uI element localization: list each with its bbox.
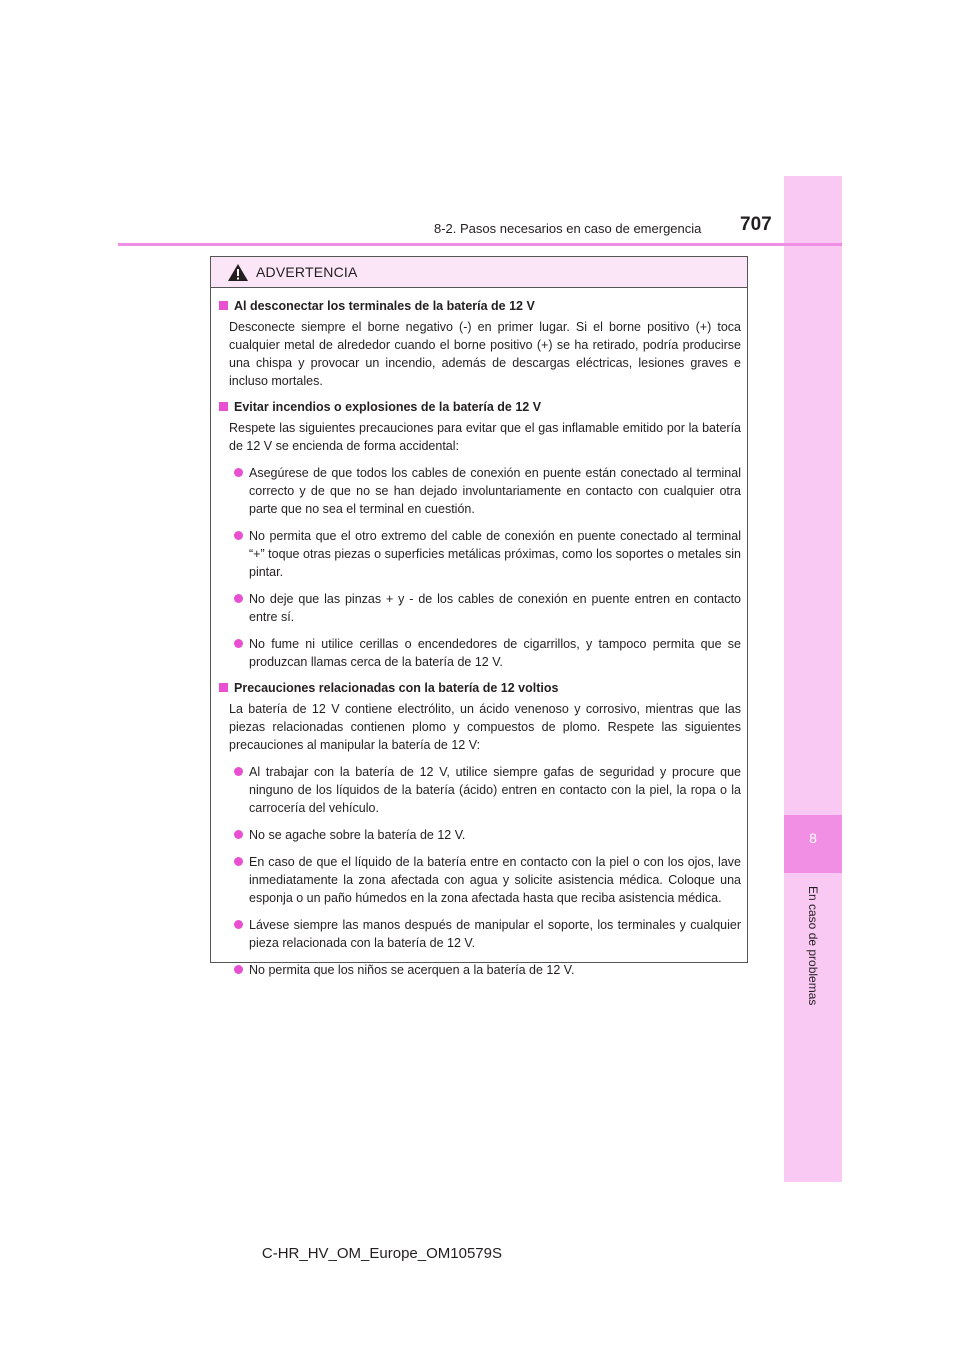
square-bullet-icon xyxy=(219,402,228,411)
bullet-item xyxy=(234,635,741,671)
round-bullet-icon xyxy=(234,830,243,839)
bullet-text: No deje que las pinzas + y - de los cables de conexión en puente entren en contacto entre sí. xyxy=(249,592,741,624)
bullet-item xyxy=(234,961,741,979)
round-bullet-icon xyxy=(234,920,243,929)
round-bullet-icon xyxy=(234,857,243,866)
header-divider xyxy=(118,243,842,246)
section-paragraph: La batería de 12 V contiene electrólito, un ácido venenoso y corrosivo, mientras que las piezas relacionadas contienen plomo y compuestos de plomo. Respete las siguientes precauciones al manipular la batería de 12 V: xyxy=(229,702,741,752)
section-heading-text: Precauciones relacionadas con la batería de 12 voltios xyxy=(234,681,559,695)
footer-document-code: C-HR_HV_OM_Europe_OM10579S xyxy=(261,1245,502,1262)
section-paragraph: Respete las siguientes precauciones para evitar que el gas inflamable emitido por la batería de 12 V se encienda de forma accidental: xyxy=(229,421,741,453)
bullet-item xyxy=(234,763,741,817)
round-bullet-icon xyxy=(234,468,243,477)
warning-section xyxy=(219,398,741,671)
bullet-item xyxy=(234,853,741,907)
round-bullet-icon xyxy=(234,639,243,648)
chapter-number: 8 xyxy=(809,830,817,846)
section-heading xyxy=(219,398,741,416)
bullet-text: En caso de que el líquido de la batería entre en contacto con la piel o con los ojos, lave inmediatamente la zona afectada con agua y solicite asistencia médica. Coloque una esponja o un paño húmedos en la zona afectada hasta que reciba asistencia médica. xyxy=(249,855,741,905)
warning-box xyxy=(210,256,748,977)
warning-body xyxy=(211,288,747,979)
bullet-item xyxy=(234,590,741,626)
bullet-text: No se agache sobre la batería de 12 V. xyxy=(249,828,466,842)
page-number: 707 xyxy=(740,214,772,235)
section-heading xyxy=(219,679,741,697)
round-bullet-icon xyxy=(234,594,243,603)
bullet-item xyxy=(234,464,741,518)
bullet-text: Al trabajar con la batería de 12 V, utilice siempre gafas de seguridad y procure que ninguno de los líquidos de la batería (ácido) entren en contacto con la piel, la ropa o la carrocería del vehículo. xyxy=(249,765,741,815)
warning-section xyxy=(219,297,741,390)
bullet-text: No permita que el otro extremo del cable de conexión en puente conectado al terminal “+” toque otras piezas o superficies metálicas próximas, como los soportes o metales sin pintar. xyxy=(249,529,741,579)
square-bullet-icon xyxy=(219,683,228,692)
round-bullet-icon xyxy=(234,531,243,540)
bullet-item xyxy=(234,826,741,844)
bullet-item xyxy=(234,916,741,952)
section-heading-text: Al desconectar los terminales de la batería de 12 V xyxy=(234,299,535,313)
warning-section xyxy=(219,679,741,979)
bullet-item xyxy=(234,527,741,581)
bullet-text: No permita que los niños se acerquen a la batería de 12 V. xyxy=(249,963,575,977)
section-heading-text: Evitar incendios o explosiones de la batería de 12 V xyxy=(234,400,542,414)
round-bullet-icon xyxy=(234,965,243,974)
square-bullet-icon xyxy=(219,301,228,310)
chapter-title: En caso de problemas xyxy=(806,886,820,1006)
section-paragraph: Desconecte siempre el borne negativo (-) en primer lugar. Si el borne positivo (+) toca cualquier metal de alrededor cuando el borne positivo (+) se ha retirado, podría producirse una chispa y provocar un incendio, además de descargas eléctricas, lesiones graves e incluso mortales. xyxy=(229,320,741,388)
section-heading xyxy=(219,297,741,315)
header-section-title: 8-2. Pasos necesarios en caso de emergencia xyxy=(434,221,702,236)
bullet-text: Asegúrese de que todos los cables de conexión en puente están conectado al terminal correcto y de que no se han dejado involuntariamente en contacto con cualquier otra parte que no sea el terminal en cuestión. xyxy=(249,466,741,516)
round-bullet-icon xyxy=(234,767,243,776)
warning-triangle-icon xyxy=(227,263,249,282)
warning-header xyxy=(211,257,747,288)
bullet-text: Lávese siempre las manos después de manipular el soporte, los terminales y cualquier pieza relacionada con la batería de 12 V. xyxy=(249,918,741,950)
warning-title: ADVERTENCIA xyxy=(256,264,358,280)
chapter-side-tab xyxy=(784,176,842,1182)
bullet-text: No fume ni utilice cerillas o encendedores de cigarrillos, y tampoco permita que se produzcan llamas cerca de la batería de 12 V. xyxy=(249,637,741,669)
